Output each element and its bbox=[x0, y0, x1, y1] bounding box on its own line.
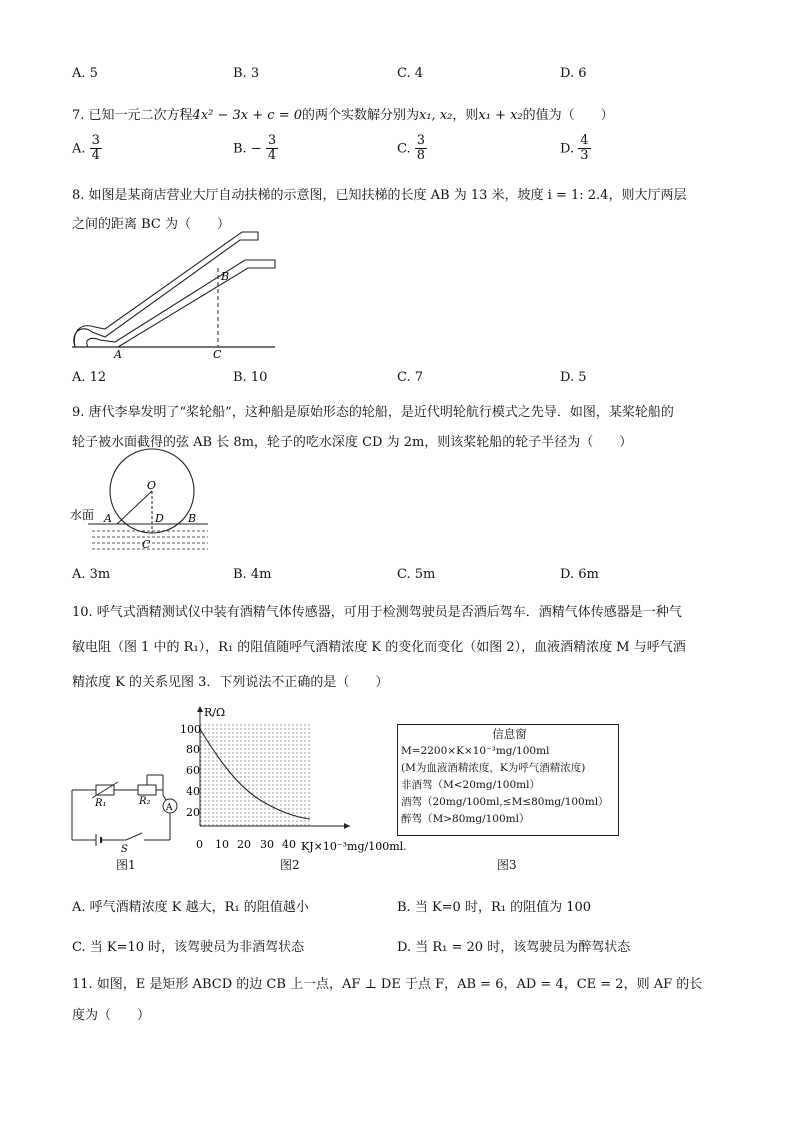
circuit-figure bbox=[68, 770, 188, 870]
ytick-100: 100 bbox=[180, 723, 201, 736]
q8-stem-line2: 之间的距离 BC 为（ ） bbox=[72, 217, 231, 232]
q10-option-d: D. 当 R₁ = 20 时，该驾驶员为醉驾状态 bbox=[397, 940, 631, 955]
q6-option-c: C. 4 bbox=[397, 66, 424, 81]
label-meter: A bbox=[166, 803, 173, 813]
ytick-20: 20 bbox=[186, 806, 200, 819]
q8-option-c: C. 7 bbox=[397, 370, 424, 385]
q7-option-c: C. $\frac{3}{8}$ bbox=[397, 133, 426, 164]
label-c: C bbox=[213, 348, 222, 361]
q9-option-b: B. 4m bbox=[233, 567, 272, 582]
q9-option-a: A. 3m bbox=[72, 567, 111, 582]
q10-stem-line2: 敏电阻（图 1 中的 R₁），R₁ 的阻值随呼气酒精浓度 K 的变化而变化（如图 2），血液酒精浓度 M 与呼气酒 bbox=[72, 640, 686, 655]
xlabel: KJ×10⁻³mg/100ml. bbox=[301, 840, 407, 853]
xtick-30: 30 bbox=[260, 838, 274, 851]
q9-stem-line1: 9. 唐代李皋发明了“桨轮船”，这种船是原始形态的轮船，是近代明轮航行模式之先导．如图，某桨轮船的 bbox=[72, 405, 674, 420]
label-c: C bbox=[142, 538, 151, 551]
ytick-80: 80 bbox=[186, 743, 200, 756]
q7-option-a: A. $\frac{3}{4}$ bbox=[72, 133, 100, 164]
info-line: (M为血液酒精浓度，K为呼气酒精浓度) bbox=[401, 762, 586, 774]
q8-option-d: D. 5 bbox=[560, 370, 587, 385]
label-r1: R₁ bbox=[95, 798, 107, 809]
xtick-40: 40 bbox=[282, 838, 296, 851]
q6-option-a: A. 5 bbox=[72, 66, 98, 81]
xtick-0: 0 bbox=[196, 838, 203, 851]
label-a: A bbox=[104, 512, 112, 525]
q10-option-c: C. 当 K=10 时，该驾驶员为非酒驾状态 bbox=[72, 940, 305, 955]
q8-option-b: B. 10 bbox=[233, 370, 268, 385]
q9-stem-line2: 轮子被水面截得的弦 AB 长 8m，轮子的吃水深度 CD 为 2m，则该桨轮船的轮子半径为（ ） bbox=[72, 435, 633, 450]
info-line: M=2200×K×10⁻³mg/100ml bbox=[401, 745, 550, 757]
fig1-caption: 图1 bbox=[116, 858, 136, 872]
ylabel: R/Ω bbox=[204, 706, 226, 719]
label-water: 水面 bbox=[70, 508, 95, 522]
q6-option-d: D. 6 bbox=[560, 66, 587, 81]
q8-stem-line1: 8. 如图是某商店营业大厅自动扶梯的示意图，已知扶梯的长度 AB 为 13 米，坡度 i = 1: 2.4，则大厅两层 bbox=[72, 188, 687, 203]
label-d: D bbox=[155, 512, 164, 525]
q7-option-b: B. − $\frac{3}{4}$ bbox=[233, 133, 277, 164]
label-b: B bbox=[188, 512, 197, 525]
paddle-wheel-figure bbox=[70, 456, 210, 556]
label-b: B bbox=[221, 270, 230, 283]
label-o: O bbox=[147, 479, 157, 492]
q11-stem-line2: 度为（ ） bbox=[72, 1008, 151, 1023]
q10-stem-line1: 10. 呼气式酒精测试仪中装有酒精气体传感器，可用于检测驾驶员是否酒后驾车．酒精气体传感器是一种气 bbox=[72, 605, 682, 620]
q10-option-b: B. 当 K=0 时，R₁ 的阻值为 100 bbox=[397, 900, 592, 915]
fig2-caption: 图2 bbox=[280, 858, 300, 872]
q9-option-d: D. 6m bbox=[560, 567, 599, 582]
fig3-caption: 图3 bbox=[497, 858, 517, 872]
info-line: 非酒驾（M<20mg/100ml） bbox=[401, 779, 540, 791]
info-window bbox=[397, 724, 619, 836]
q6-option-b: B. 3 bbox=[233, 66, 260, 81]
info-line: 醉驾（M>80mg/100ml） bbox=[401, 813, 530, 825]
xtick-10: 10 bbox=[215, 838, 229, 851]
xtick-20: 20 bbox=[237, 838, 251, 851]
resistance-graph bbox=[180, 700, 407, 855]
q7-stem: 7. 已知一元二次方程4x² − 3x + c = 0的两个实数解分别为x₁, x₂，则x₁ + x₂的值为（ ） bbox=[72, 108, 614, 123]
escalator-figure bbox=[70, 232, 280, 362]
q10-option-a: A. 呼气酒精浓度 K 越大，R₁ 的阻值越小 bbox=[72, 900, 309, 915]
info-window-title: 信息窗 bbox=[492, 727, 527, 741]
q8-option-a: A. 12 bbox=[72, 370, 107, 385]
q9-option-c: C. 5m bbox=[397, 567, 436, 582]
q10-stem-line3: 精浓度 K 的关系见图 3．下列说法不正确的是（ ） bbox=[72, 675, 389, 690]
ytick-40: 40 bbox=[186, 785, 200, 798]
ytick-60: 60 bbox=[186, 764, 200, 777]
q11-stem-line1: 11. 如图，E 是矩形 ABCD 的边 CB 上一点，AF ⊥ DE 于点 F，AB = 6，AD = 4，CE = 2，则 AF 的长 bbox=[72, 977, 703, 992]
info-line: 酒驾（20mg/100ml,≤M≤80mg/100ml） bbox=[401, 796, 609, 808]
label-s: S bbox=[121, 844, 128, 855]
q7-option-d: D. $\frac{4}{3}$ bbox=[560, 133, 589, 164]
label-a: A bbox=[114, 348, 122, 361]
label-r2: R₂ bbox=[139, 796, 151, 807]
